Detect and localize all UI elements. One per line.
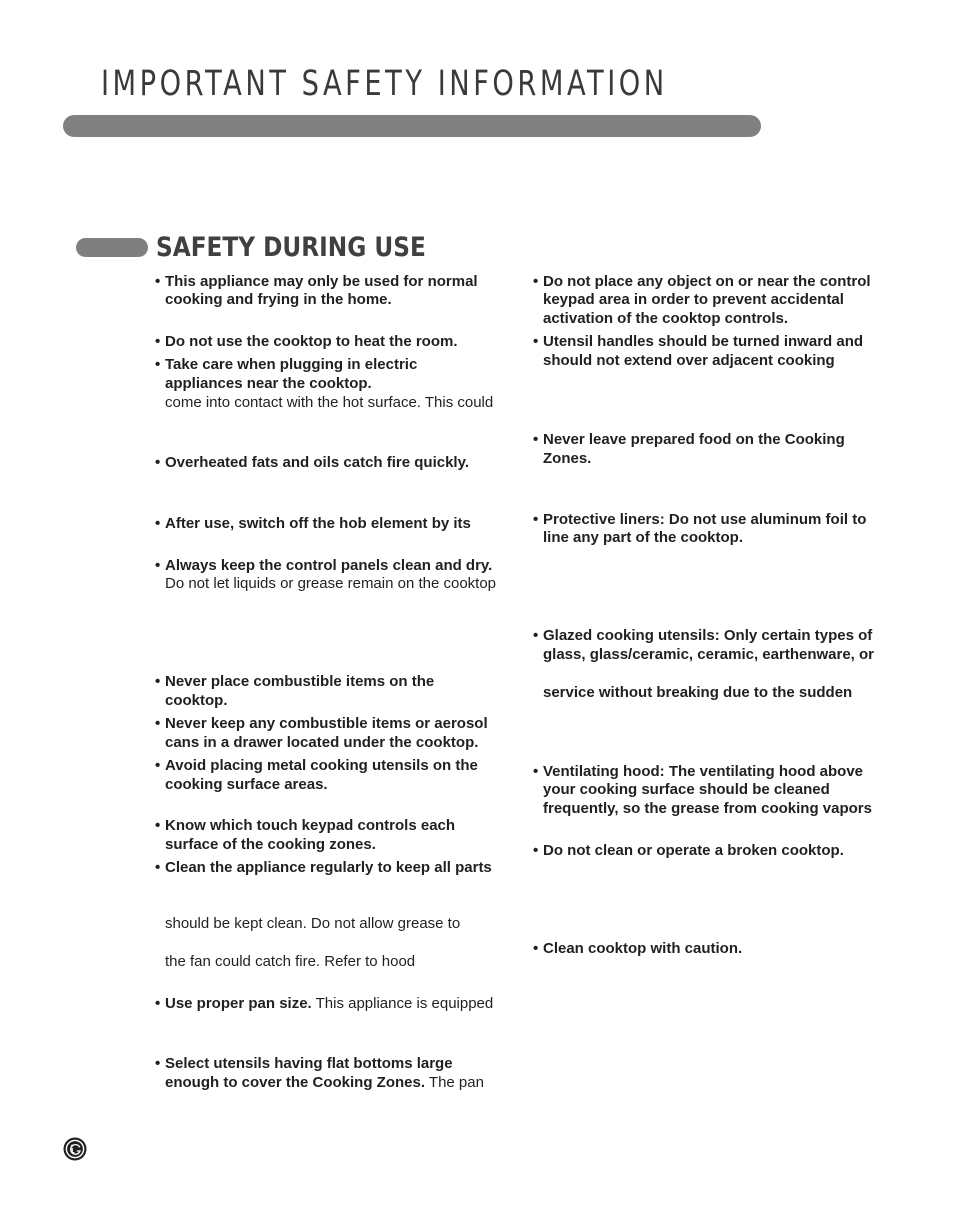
list-item	[155, 273, 478, 291]
bullet-dot: •	[155, 757, 161, 774]
list-item-continuation: activation of the cooktop controls.	[543, 310, 789, 327]
list-item-continuation: appliances near the cooktop.	[165, 375, 372, 392]
list-item-text: Know which touch keypad controls each	[165, 817, 456, 834]
list-item	[155, 515, 471, 533]
list-item	[533, 763, 863, 781]
bullet-dot: •	[533, 273, 539, 290]
list-item-text: Do not use the cooktop to heat the room.	[165, 333, 458, 350]
bullet-dot: •	[533, 627, 539, 644]
list-item-continuation: Zones.	[543, 450, 592, 467]
list-item-text: Never leave prepared food on the Cooking	[543, 431, 845, 448]
list-item-text: Never place combustible items on the	[165, 673, 435, 690]
list-item-text: Do not place any object on or near the control	[543, 273, 871, 290]
list-item	[155, 715, 488, 733]
list-item-continuation: cooking surface areas.	[165, 776, 328, 793]
bullet-dot: •	[155, 515, 161, 532]
list-item-text: Do not clean or operate a broken cooktop.	[543, 842, 844, 859]
bullet-dot: •	[533, 431, 539, 448]
list-item-continuation: Do not let liquids or grease remain on the cooktop	[165, 575, 497, 592]
bullet-dot: •	[155, 859, 161, 876]
list-item-text: Clean the appliance regularly to keep all parts	[165, 859, 492, 876]
list-item-text: After use, switch off the hob element by its	[165, 515, 471, 532]
bullet-dot: •	[155, 273, 161, 290]
list-item-continuation: cooktop.	[165, 692, 228, 709]
list-item-text: Always keep the control panels clean and dry.	[165, 557, 493, 574]
list-item-text: Take care when plugging in electric	[165, 356, 418, 373]
list-item	[533, 273, 871, 291]
list-item-text: Utensil handles should be turned inward and	[543, 333, 864, 350]
list-item-continuation: your cooking surface should be cleaned	[543, 781, 830, 798]
bullet-dot: •	[155, 557, 161, 574]
list-item-text: This appliance may only be used for normal	[165, 273, 478, 290]
bullet-dot: •	[533, 763, 539, 780]
list-item	[533, 842, 844, 860]
list-item-text: Select utensils having flat bottoms large	[165, 1055, 453, 1072]
list-item-continuation: surface of the cooking zones.	[165, 836, 376, 853]
list-item-continuation: service without breaking due to the sudden	[543, 684, 853, 701]
list-item-text: Ventilating hood: The ventilating hood above	[543, 763, 864, 780]
list-item	[155, 1055, 453, 1073]
list-item	[155, 333, 458, 351]
list-item-text: Clean cooktop with caution.	[543, 940, 743, 957]
bullet-dot: •	[155, 995, 161, 1012]
list-item-text-bold: Use proper pan size.	[165, 995, 312, 1012]
section-heading: SAFETY DURING USE	[156, 232, 426, 263]
list-item-continuation: line any part of the cooktop.	[543, 529, 744, 546]
list-item	[533, 627, 872, 645]
list-item	[155, 995, 493, 1013]
list-item-text: Glazed cooking utensils: Only certain types of	[543, 627, 873, 644]
list-item-continuation: should be kept clean. Do not allow grease to	[165, 915, 461, 932]
bullet-dot: •	[155, 356, 161, 373]
list-item	[533, 940, 742, 958]
list-item-continuation: cans in a drawer located under the cooktop.	[165, 734, 479, 751]
bullet-dot: •	[155, 673, 161, 690]
list-item	[155, 557, 492, 575]
list-item-continuation: should not extend over adjacent cooking	[543, 352, 835, 369]
list-item-continuation: cooking and frying in the home.	[165, 291, 392, 308]
bullet-dot: •	[533, 940, 539, 957]
bullet-dot: •	[533, 333, 539, 350]
list-item-text: Avoid placing metal cooking utensils on the	[165, 757, 478, 774]
list-item-text: This appliance is equipped	[311, 995, 494, 1012]
section-marker-pill	[76, 238, 148, 257]
list-item	[155, 859, 492, 877]
list-item	[155, 817, 455, 835]
bullet-dot: •	[155, 817, 161, 834]
list-item	[155, 673, 434, 691]
list-item-text: The pan	[425, 1074, 484, 1091]
list-item	[533, 333, 863, 351]
page-title: IMPORTANT SAFETY INFORMATION	[101, 64, 668, 104]
list-item	[155, 356, 417, 374]
list-item-text: Never keep any combustible items or aerosol	[165, 715, 488, 732]
bullet-dot: •	[533, 511, 539, 528]
list-item	[533, 511, 866, 529]
list-item-continuation: the fan could catch fire. Refer to hood	[165, 953, 416, 970]
list-item	[155, 757, 478, 775]
lg-logo-icon	[63, 1137, 87, 1161]
bullet-dot: •	[155, 1055, 161, 1072]
list-item	[155, 454, 469, 472]
list-item	[533, 431, 845, 449]
list-item-text: Protective liners: Do not use aluminum foil to	[543, 511, 867, 528]
bullet-dot: •	[155, 715, 161, 732]
title-divider-bar	[63, 115, 761, 137]
list-item-continuation: frequently, so the grease from cooking vapors	[543, 800, 872, 817]
list-item-continuation	[155, 1074, 484, 1092]
bullet-dot: •	[155, 333, 161, 350]
bullet-dot: •	[155, 454, 161, 471]
list-item-text: Overheated fats and oils catch fire quickly.	[165, 454, 469, 471]
list-item-continuation: come into contact with the hot surface. This could	[165, 394, 494, 411]
list-item-continuation: keypad area in order to prevent accidental	[543, 291, 844, 308]
list-item-continuation: glass, glass/ceramic, ceramic, earthenware, or	[543, 646, 875, 663]
bullet-dot: •	[533, 842, 539, 859]
list-item-text-bold: enough to cover the Cooking Zones.	[165, 1074, 426, 1091]
